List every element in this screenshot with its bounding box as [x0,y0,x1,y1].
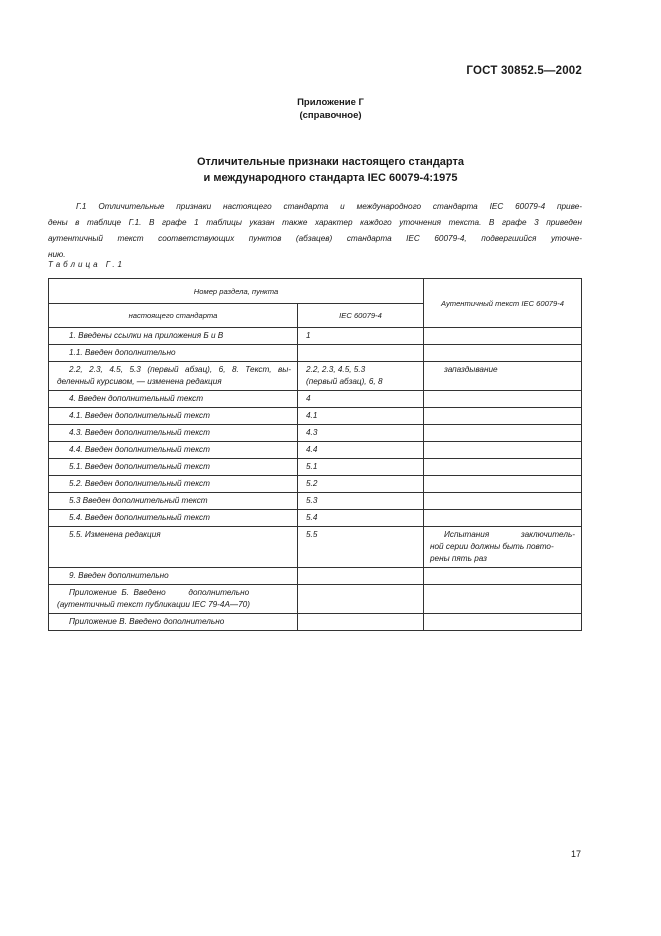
table-caption: Таблица Г.1 [48,260,126,269]
cell-iec: 5.4 [298,510,424,527]
cell-line: (первый абзац), 6, 8 [306,377,383,386]
cell-iec [298,345,424,362]
cell-this-standard: 9. Введен дополнительно [49,568,298,585]
table-row [49,493,582,510]
appendix-kind: (справочное) [299,110,362,121]
cell-this-standard: 4. Введен дополнительный текст [49,391,298,408]
cell-authentic-text [424,493,582,510]
intro-paragraph [48,199,582,263]
header-section-number: Номер раздела, пункта [49,279,424,304]
cell-iec: 5.2 [298,476,424,493]
table-row [49,408,582,425]
cell-iec [298,568,424,585]
header-iec: IEC 60079-4 [298,304,424,328]
comparison-table [48,278,582,631]
table-row [49,459,582,476]
cell-this-standard: 5.5. Изменена редакция [49,527,298,568]
table-row [49,391,582,408]
cell-this-standard [49,362,298,391]
cell-line: Приложение Б. Введено дополнительно [69,588,250,597]
cell-this-standard: 1. Введены ссылки на приложения Б и В [49,328,298,345]
cell-this-standard: 4.1. Введен дополнительный текст [49,408,298,425]
table-row [49,510,582,527]
cell-iec [298,585,424,614]
cell-line: 2.2, 2.3, 4.5, 5.3 (первый абзац), 6, 8. Текст, вы- [69,365,291,374]
cell-authentic-text [424,459,582,476]
cell-authentic-text [424,425,582,442]
cell-authentic-text [424,527,582,568]
page-number: 17 [570,849,581,859]
cell-this-standard [49,585,298,614]
table-row [49,442,582,459]
cell-authentic-text [424,328,582,345]
appendix-title: Приложение Г [297,97,364,108]
section-title-line-1: Отличительные признаки настоящего стандарта [196,156,464,168]
cell-iec [298,614,424,631]
table-row [49,362,582,391]
table-row [49,614,582,631]
intro-line: дены в таблице Г.1. В графе 1 таблицы указан также характер каждого уточнения текста. В графе 3 приведен [48,218,582,227]
cell-authentic-text [424,614,582,631]
cell-iec: 4.4 [298,442,424,459]
cell-line: 2.2, 2.3, 4.5, 5.3 [306,365,366,374]
cell-iec: 4.3 [298,425,424,442]
intro-line: аутентичный текст соответствующих пунктов (абзацев) стандарта IEC 60079-4, подвергшийся уточне- [48,234,582,243]
table-row [49,328,582,345]
cell-line: Испытания заключитель- [444,530,575,539]
cell-line: (аутентичный текст публикации IEC 79-4A—70) [57,600,250,609]
cell-this-standard: 4.4. Введен дополнительный текст [49,442,298,459]
cell-this-standard: 5.3 Введен дополнительный текст [49,493,298,510]
table-row [49,585,582,614]
section-title-line-2: и международного стандарта IEC 60079-4:1975 [203,172,458,184]
cell-authentic-text [424,476,582,493]
table-row [49,527,582,568]
cell-line: ной серии должны быть повто- [430,542,554,551]
cell-authentic-text [424,408,582,425]
cell-line: деленный курсивом, — изменена редакция [57,377,222,386]
cell-authentic-text [424,568,582,585]
cell-this-standard: 1.1. Введен дополнительно [49,345,298,362]
cell-iec [298,362,424,391]
cell-this-standard: 5.4. Введен дополнительный текст [49,510,298,527]
cell-iec: 5.3 [298,493,424,510]
cell-authentic-text [424,391,582,408]
cell-authentic-text [424,345,582,362]
cell-authentic-text: запаздывание [424,362,582,391]
header-authentic-text: Аутентичный текст IEC 60079-4 [424,279,582,328]
intro-line: Г.1 Отличительные признаки настоящего стандарта и международного стандарта IEC 60079-4 приве- [76,202,582,211]
cell-iec: 5.5 [298,527,424,568]
cell-this-standard: 5.1. Введен дополнительный текст [49,459,298,476]
cell-this-standard: 4.3. Введен дополнительный текст [49,425,298,442]
document-code: ГОСТ 30852.5—2002 [466,65,582,77]
cell-authentic-text [424,442,582,459]
header-this-standard: настоящего стандарта [49,304,298,328]
cell-iec: 4 [298,391,424,408]
cell-iec: 4.1 [298,408,424,425]
cell-line: рены пять раз [430,554,487,563]
intro-line: нию. [48,250,66,259]
table-row [49,476,582,493]
table-row [49,345,582,362]
table-row [49,568,582,585]
cell-this-standard: 5.2. Введен дополнительный текст [49,476,298,493]
cell-authentic-text [424,585,582,614]
table-row [49,425,582,442]
cell-authentic-text [424,510,582,527]
cell-iec: 1 [298,328,424,345]
cell-this-standard: Приложение В. Введено дополнительно [49,614,298,631]
cell-iec: 5.1 [298,459,424,476]
